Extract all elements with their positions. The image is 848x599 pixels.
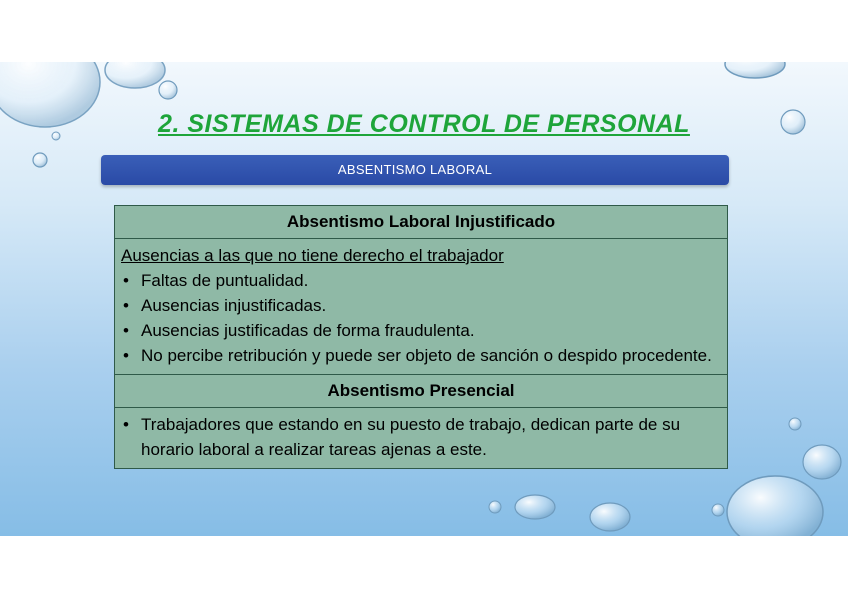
water-drop — [489, 501, 501, 513]
water-drop — [33, 153, 47, 167]
section-body-presencial — [115, 408, 728, 469]
list-item: • Faltas de puntualidad. — [121, 268, 721, 293]
slide — [0, 62, 848, 536]
section-body-injustificado — [115, 239, 728, 375]
bullet-list — [121, 268, 721, 368]
water-drop — [590, 503, 630, 531]
list-item: • Ausencias injustificadas. — [121, 293, 721, 318]
bullet-list — [121, 412, 721, 462]
water-drop — [159, 81, 177, 99]
section-subtitle: Ausencias a las que no tiene derecho el trabajador — [121, 246, 504, 265]
list-item: • Ausencias justificadas de forma fraudulenta. — [121, 318, 721, 343]
water-drop — [725, 62, 785, 78]
water-drop — [515, 495, 555, 519]
water-drop — [712, 504, 724, 516]
section-header-injustificado: Absentismo Laboral Injustificado — [115, 206, 728, 239]
list-item: • Trabajadores que estando en su puesto de trabajo, dedican parte de su horario laboral a realizar tareas ajenas a este. — [121, 412, 721, 462]
absentismo-table — [114, 205, 728, 469]
water-drop — [727, 476, 823, 536]
slide-title: 2. SISTEMAS DE CONTROL DE PERSONAL — [158, 110, 690, 138]
water-drop — [803, 445, 841, 479]
list-item: • No percibe retribución y puede ser objeto de sanción o despido procedente. — [121, 343, 721, 368]
section-header-presencial: Absentismo Presencial — [115, 375, 728, 408]
section-banner: ABSENTISMO LABORAL — [101, 155, 729, 185]
water-drop — [105, 62, 165, 88]
water-drop — [789, 418, 801, 430]
